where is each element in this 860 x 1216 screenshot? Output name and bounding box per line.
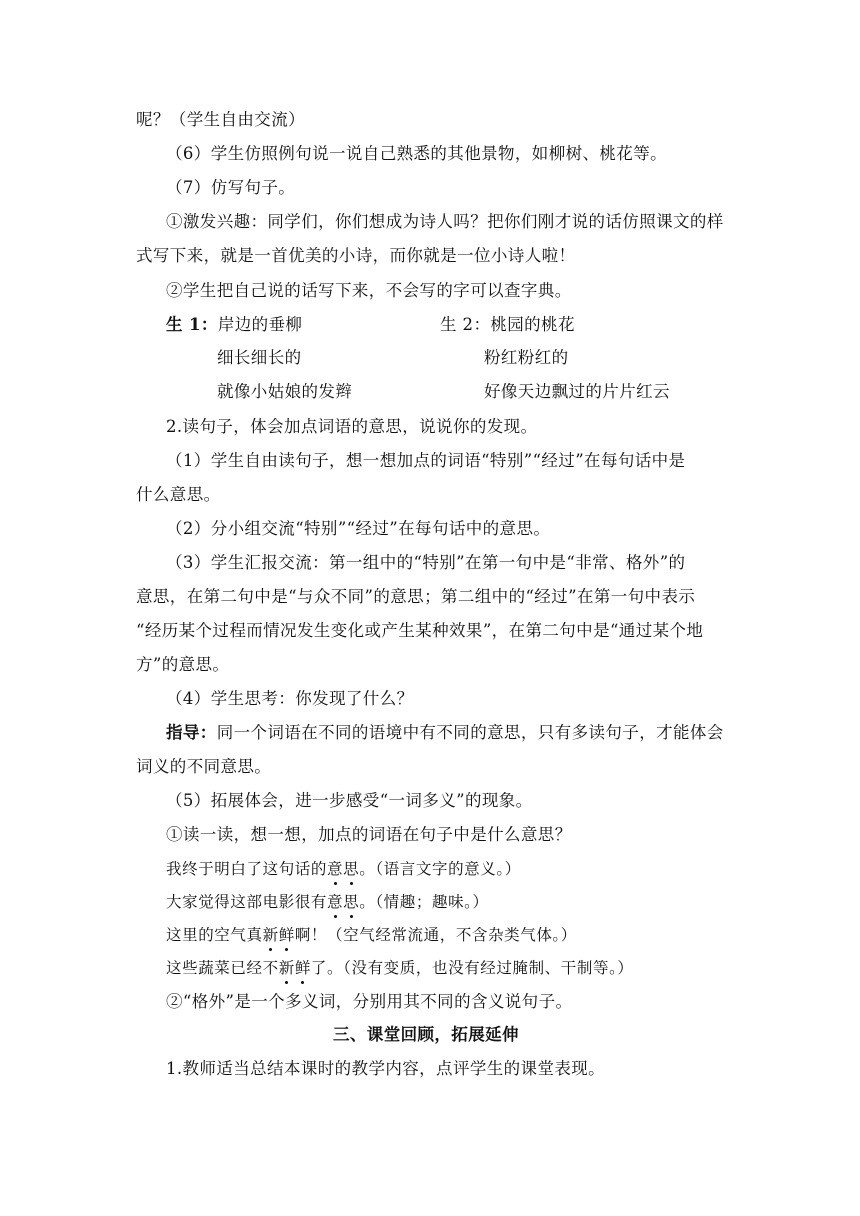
example-sentence: 我终于明白了这句话的意思。（语言文字的意义。）: [166, 860, 521, 878]
poem-1-line: 就像小姑娘的发辫: [217, 382, 353, 401]
paragraph-line: 意思，在第二句中是“与众不同”的意思；第二组中的“经过”在第一句中表示: [136, 587, 696, 606]
dotted-word: 新: [262, 926, 279, 944]
paragraph-line: 什么意思。: [136, 485, 221, 504]
paragraph-line: ②“格外”是一个多义词，分别用其不同的含义说句子。: [166, 992, 573, 1011]
dotted-word: 意: [327, 893, 344, 911]
paragraph-line: 呢？（学生自由交流）: [136, 110, 305, 129]
paragraph-line: “经历某个过程而情况发生变化或产生某种效果”，在第二句中是“通过某个地: [136, 621, 704, 640]
poem-1-line: 细长细长的: [217, 348, 302, 367]
paragraph-line: （7）仿写句子。: [166, 178, 296, 197]
example-sentence: 大家觉得这部电影很有意思。（情趣；趣味。）: [166, 893, 489, 911]
paragraph-line: 2.读句子，体会加点词语的意思，说说你的发现。: [166, 417, 538, 436]
poem-2-title: 生 2：桃园的桃花: [440, 315, 575, 334]
dotted-word: 思: [343, 860, 360, 878]
dotted-word: 意: [327, 860, 344, 878]
paragraph-line: 指导：同一个词语在不同的语境中有不同的意思，只有多读句子，才能体会: [166, 723, 724, 742]
poem-2-line: 粉红粉红的: [484, 348, 569, 367]
paragraph-line: 词义的不同意思。: [136, 757, 272, 776]
guide-label: 指导：: [166, 723, 217, 742]
section-heading: 三、课堂回顾，拓展延伸: [333, 1025, 519, 1044]
paragraph-line: 方”的意思。: [136, 655, 230, 674]
paragraph-line: ①激发兴趣：同学们，你们想成为诗人吗？把你们刚才说的话仿照课文的样: [166, 212, 724, 231]
example-sentence: 这些蔬菜已经不新鲜了。（没有变质，也没有经过腌制、干制等。）: [166, 959, 634, 977]
paragraph-line: 式写下来，就是一首优美的小诗，而你就是一位小诗人啦！: [136, 246, 576, 265]
paragraph-line: （2）分小组交流“特别”“经过”在每句话中的意思。: [166, 519, 551, 538]
dotted-word: 思: [343, 893, 360, 911]
paragraph-line: （6）学生仿照例句说一说自己熟悉的其他景物，如柳树、桃花等。: [166, 144, 667, 163]
example-sentence: 这里的空气真新鲜啊！（空气经常流通，不含杂类气体。）: [166, 926, 577, 944]
paragraph-line: （4）学生思考：你发现了什么？: [166, 689, 414, 708]
paragraph-line: （5）拓展体会，进一步感受“一词多义”的现象。: [166, 791, 533, 810]
paragraph-line: 1.教师适当总结本课时的教学内容，点评学生的课堂表现。: [166, 1059, 606, 1078]
dotted-word: 鲜: [294, 959, 311, 977]
dotted-word: 新: [278, 959, 295, 977]
paragraph-line: ①读一读，想一想，加点的词语在句子中是什么意思？: [166, 825, 572, 844]
poem-2-line: 好像天边飘过的片片红云: [484, 382, 670, 401]
dotted-word: 鲜: [278, 926, 295, 944]
paragraph-line: ②学生把自己说的话写下来，不会写的字可以查字典。: [166, 281, 572, 300]
paragraph-line: （3）学生汇报交流：第一组中的“特别”在第一句中是“非常、格外”的: [166, 553, 686, 572]
poem-1-title: 生 1：岸边的垂柳: [166, 315, 303, 334]
student-1-label: 生 1：: [166, 315, 218, 334]
paragraph-line: （1）学生自由读句子，想一想加点的词语“特别”“经过”在每句话中是: [166, 451, 686, 470]
